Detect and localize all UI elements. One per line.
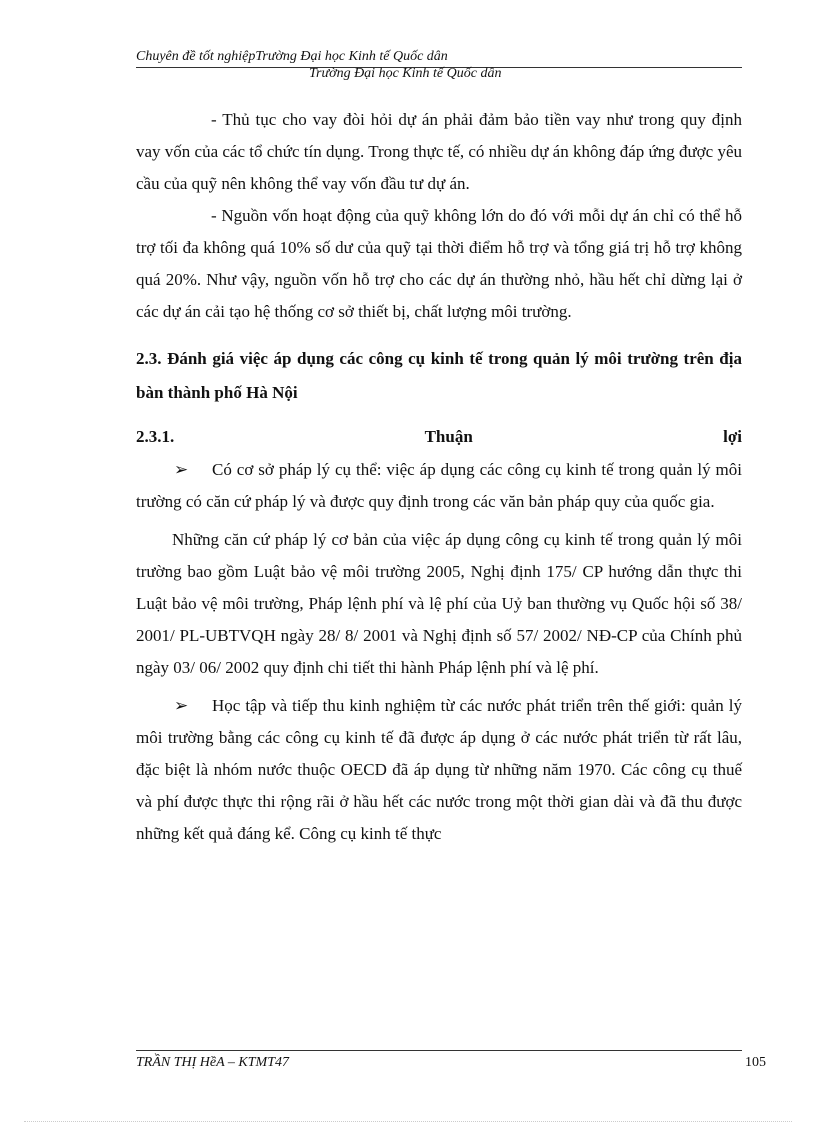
footer-author: TRẦN THỊ HềA – KTMT47: [136, 1055, 289, 1070]
page-edge-divider: [24, 1121, 792, 1122]
page-number: 105: [745, 1055, 766, 1070]
subsection-heading-2-3-1: [136, 420, 742, 454]
header-subtitle: Trường Đại học Kinh tế Quốc dân: [309, 66, 502, 81]
subsection-title-word1: Thuận: [424, 427, 473, 446]
section-heading-2-3: 2.3. Đánh giá việc áp dụng các công cụ kinh tế trong quản lý môi trường trên địa bàn thành phố Hà Nội: [136, 349, 742, 402]
header-title: Chuyên đề tốt nghiệpTrường Đại học Kinh tế Quốc dân: [136, 48, 742, 68]
page-header: [136, 48, 742, 81]
paragraph-international-experience: [136, 690, 742, 850]
paragraph-loan-procedure: - Thủ tục cho vay đòi hỏi dự án phải đảm bảo tiền vay như trong quy định vay vốn của các tổ chức tín dụng. Trong thực tế, có nhiều dự án không đáp ứng được yêu cầu của quỹ nên không thể vay vốn đầu tư dự án.: [136, 110, 743, 193]
paragraph-fund-capital: - Nguồn vốn hoạt động của quỹ không lớn do đó với mỗi dự án chỉ có thể hỗ trợ tối đa không quá 10% số dư của quỹ tại thời điểm hỗ trợ và tổng giá trị hỗ trợ không quá 20%. Như vậy, nguồn vốn hỗ trợ cho các dự án thường nhỏ, hầu hết chỉ dừng lại ở các dự án cải tạo hệ thống cơ sở thiết bị, chất lượng môi trường.: [136, 206, 742, 321]
arrow-bullet-icon: ➢: [174, 460, 189, 479]
paragraph-international-experience-text: Học tập và tiếp thu kinh nghiệm từ các nước phát triển trên thế giới: quản lý môi trường bằng các công cụ kinh tế đã được áp dụng ở các nước phát triển từ rất lâu, đặc biệt là nhóm nước thuộc OECD đã áp dụng từ những năm 1970. Các công cụ thuế và phí được thực thi rộng rãi ở hầu hết các nước trong một thời gian dài và đã thu được những kết quả đáng kể. Công cụ kinh tế thực: [136, 696, 742, 843]
arrow-bullet-icon: ➢: [174, 696, 189, 715]
paragraph-legal-documents: Những căn cứ pháp lý cơ bản của việc áp dụng công cụ kinh tế trong quản lý môi trường bao gồm Luật bảo vệ môi trường 2005, Nghị định 175/ CP hướng dẫn thực thi Luật bảo vệ môi trường, Pháp lệnh phí và lệ phí của Uỷ ban thường vụ Quốc hội số 38/ 2001/ PL-UBTVQH ngày 28/ 8/ 2001 và Nghị định số 57/ 2002/ NĐ-CP của Chính phủ ngày 03/ 06/ 2002 quy định chi tiết thi hành Pháp lệnh phí và lệ phí.: [136, 530, 742, 677]
paragraph-legal-basis: [136, 454, 742, 518]
paragraph-legal-basis-text: Có cơ sở pháp lý cụ thể: việc áp dụng các công cụ kinh tế trong quản lý môi trường có căn cứ pháp lý và được quy định trong các văn bản pháp quy của quốc gia.: [136, 460, 742, 511]
footer-divider: [136, 1050, 742, 1051]
subsection-number: 2.3.1.: [136, 427, 175, 446]
page-footer: [136, 1050, 766, 1071]
document-body: [136, 104, 742, 850]
subsection-title-word2: lợi: [723, 427, 742, 446]
